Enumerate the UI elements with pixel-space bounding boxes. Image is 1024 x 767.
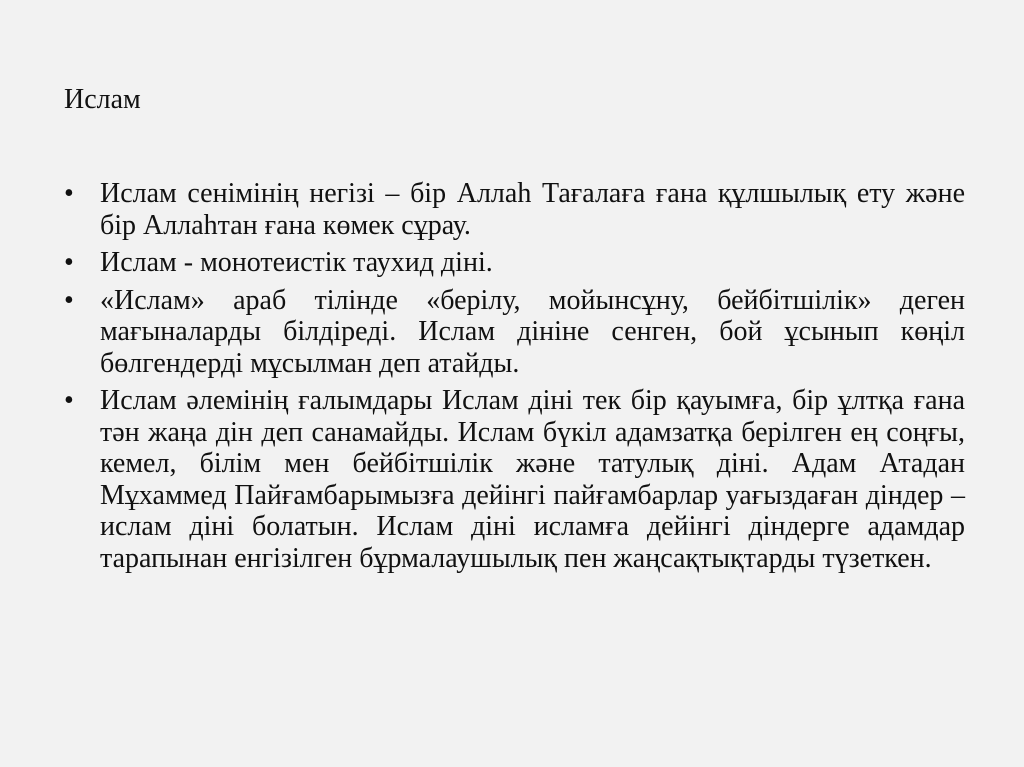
bullet-marker: • bbox=[64, 385, 74, 416]
bullet-marker: • bbox=[64, 284, 74, 316]
bullet-item-1 bbox=[64, 178, 965, 241]
slide-title: Ислам bbox=[64, 84, 141, 115]
bullet-text: «Ислам» араб тілінде «берілу, мойынсұну, бейбітшілік» деген мағыналарды білдіреді. Ислам дініне сенген, бой ұсынып көңіл бөлгендерді мұсылман деп атайды. bbox=[100, 284, 965, 379]
bullet-item-2 bbox=[64, 247, 965, 279]
bullet-item-4 bbox=[64, 385, 965, 574]
bullet-list bbox=[64, 178, 965, 580]
bullet-marker: • bbox=[64, 247, 74, 278]
bullet-text: Ислам сенімінің негізі – бір Аллаһ Тағалаға ғана құлшылық ету және бір Аллаһтан ғана көмек сұрау. bbox=[100, 178, 965, 241]
bullet-marker: • bbox=[64, 178, 74, 209]
bullet-item-3 bbox=[64, 285, 965, 380]
bullet-text: Ислам әлемінің ғалымдары Ислам діні тек бір қауымға, бір ұлтқа ғана тән жаңа дін деп санамайды. Ислам бүкіл адамзатқа берілген ең соңғы, кемел, білім мен бейбітшілік және татулық діні. Адам Атадан Мұхаммед Пайғамбарымызға дейінгі пайғамбарлар уағыздаған діндер – ислам діні болатын. Ислам діні исламға дейінгі діндерге адамдар тарапынан енгізілген бұрмалаушылық пен жаңсақтықтарды түзеткен. bbox=[100, 385, 965, 574]
bullet-text: Ислам - монотеистік таухид діні. bbox=[100, 247, 493, 278]
